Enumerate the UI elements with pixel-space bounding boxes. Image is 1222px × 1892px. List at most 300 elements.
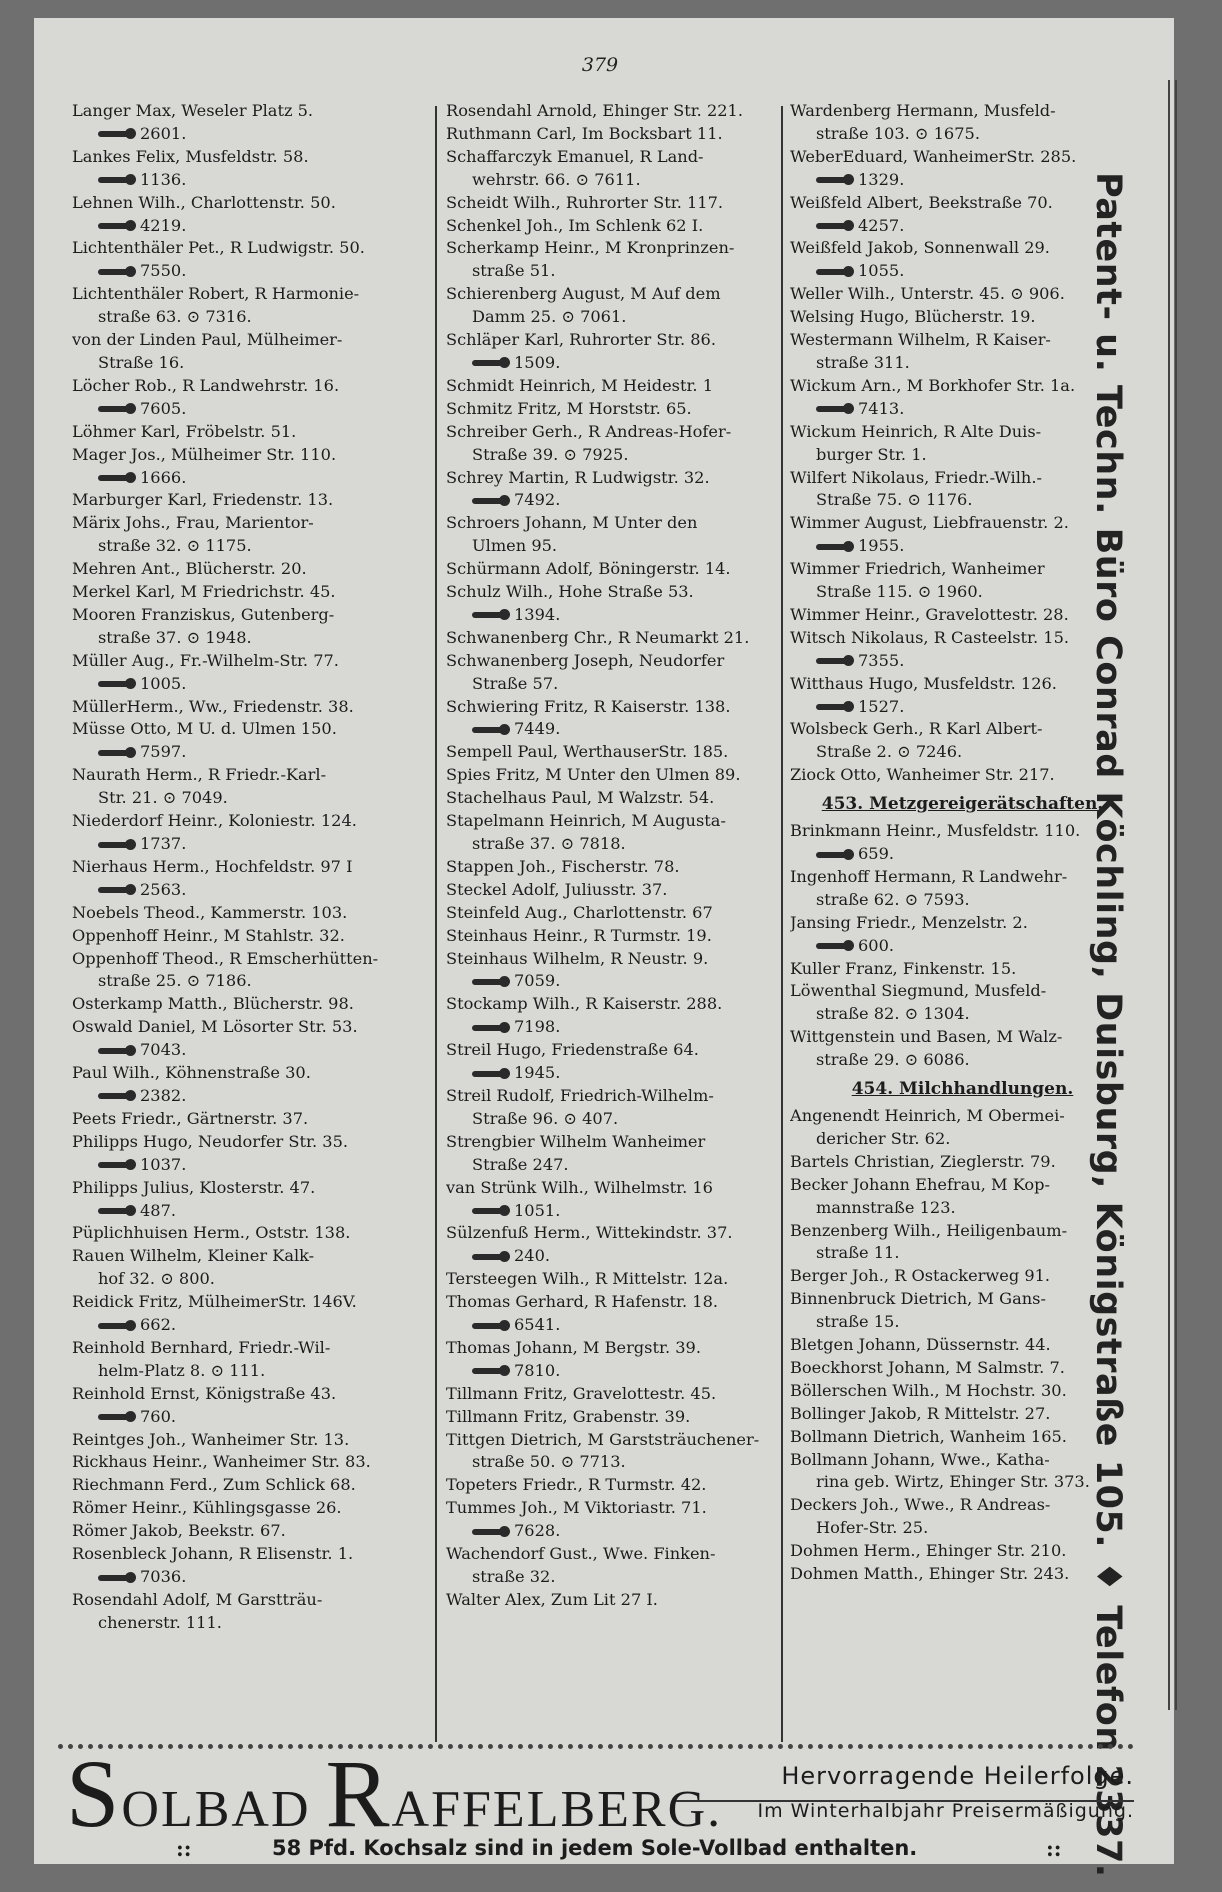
entry-name [790, 1265, 1135, 1288]
entry-continuation [790, 352, 1135, 375]
telephone-key-icon [98, 1093, 132, 1099]
entry-name [72, 993, 432, 1016]
entry-text: Straße 75. ⊙ 1176. [816, 490, 973, 510]
entry-text: Schaffarczyk Emanuel, R Land- [446, 146, 704, 166]
entry-text: Wickum Arn., M Borkhofer Str. 1a. [790, 375, 1076, 395]
entry-text: 1509. [514, 352, 561, 372]
entry-name [72, 1337, 432, 1360]
entry-name [790, 1426, 1135, 1449]
ad-dots-left: :: [176, 1836, 192, 1861]
entry-text: Schwanenberg Chr., R Neumarkt 21. [446, 627, 750, 647]
directory-entry [72, 1429, 432, 1452]
entry-name [446, 925, 788, 948]
telephone-key-icon [472, 1208, 506, 1214]
entry-name [72, 1062, 432, 1085]
directory-entry [72, 764, 432, 810]
entry-name [446, 581, 788, 604]
entry-name [790, 192, 1135, 215]
entry-name [790, 1174, 1135, 1197]
entry-text: straße 62. ⊙ 7593. [816, 889, 970, 909]
telephone-key-icon [816, 704, 850, 710]
entry-name [446, 100, 788, 123]
telephone-key-icon [816, 658, 850, 664]
entry-continuation [72, 1612, 432, 1635]
entry-name [446, 1131, 788, 1154]
telephone-key-icon [98, 1208, 132, 1214]
entry-name [446, 764, 788, 787]
entry-name [446, 192, 788, 215]
entry-name [446, 375, 788, 398]
entry-text: Wimmer Heinr., Gravelottestr. 28. [790, 604, 1069, 624]
entry-name [790, 512, 1135, 535]
entry-name [446, 1543, 788, 1566]
entry-continuation [790, 650, 1135, 673]
directory-entry [72, 421, 432, 444]
entry-text: straße 50. ⊙ 7713. [472, 1452, 626, 1472]
entry-name [790, 1334, 1135, 1357]
entry-text: Walter Alex, Zum Lit 27 I. [446, 1589, 658, 1609]
entry-name [72, 1108, 432, 1131]
entry-continuation [790, 1049, 1135, 1072]
entry-text: Scheidt Wilh., Ruhrorter Str. 117. [446, 192, 724, 212]
entry-text: Bollinger Jakob, R Mittelstr. 27. [790, 1403, 1051, 1423]
entry-text: Schenkel Joh., Im Schlenk 62 I. [446, 215, 704, 235]
directory-column-1 [72, 100, 432, 1635]
telephone-key-icon [98, 223, 132, 229]
directory-entry [446, 1291, 788, 1337]
directory-entry [790, 1426, 1135, 1449]
directory-entry [72, 718, 432, 764]
ad-line-heilerfolge: Hervorragende Heilerfolge. [781, 1762, 1134, 1790]
entry-text: Straße 2. ⊙ 7246. [816, 742, 963, 762]
side-border [1168, 80, 1177, 1710]
entry-text: Reidick Fritz, MülheimerStr. 146V. [72, 1292, 357, 1312]
entry-text: Niederdorf Heinr., Koloniestr. 124. [72, 811, 357, 831]
entry-continuation [72, 879, 432, 902]
directory-entry [790, 512, 1135, 558]
entry-name [446, 283, 788, 306]
entry-name [72, 1520, 432, 1543]
directory-entry [790, 146, 1135, 192]
entry-text: 2382. [140, 1085, 187, 1105]
entry-text: Ulmen 95. [472, 536, 558, 556]
entry-text: Reinhold Ernst, Königstraße 43. [72, 1383, 337, 1403]
directory-entry [790, 1357, 1135, 1380]
entry-text: Schierenberg August, M Auf dem [446, 284, 721, 304]
entry-continuation [72, 787, 432, 810]
entry-name [72, 1474, 432, 1497]
directory-entry [790, 467, 1135, 513]
entry-continuation [446, 970, 788, 993]
entry-text: 1945. [514, 1063, 561, 1083]
directory-entry [446, 993, 788, 1039]
entry-text: 1136. [140, 169, 187, 189]
entry-name [446, 123, 788, 146]
directory-entry [72, 375, 432, 421]
entry-text: 4257. [858, 215, 905, 235]
directory-entry [446, 421, 788, 467]
entry-text: Stappen Joh., Fischerstr. 78. [446, 856, 680, 876]
entry-text: burger Str. 1. [816, 444, 927, 464]
entry-text: Marburger Karl, Friedenstr. 13. [72, 490, 334, 510]
logo-initial-s: S [66, 1740, 122, 1847]
directory-entry [446, 1383, 788, 1406]
entry-name [446, 1268, 788, 1291]
entry-name [790, 375, 1135, 398]
entry-text: Wolsbeck Gerh., R Karl Albert- [790, 719, 1043, 739]
entry-text: Witsch Nikolaus, R Casteelstr. 15. [790, 627, 1070, 647]
section-heading: 453. Metzgereigerätschaften. [821, 794, 1104, 815]
directory-entry [790, 1220, 1135, 1266]
entry-name [446, 1177, 788, 1200]
entry-text: Wachendorf Gust., Wwe. Finken- [446, 1544, 716, 1564]
directory-entry [790, 980, 1135, 1026]
entry-text: MüllerHerm., Ww., Friedenstr. 38. [72, 696, 354, 716]
entry-text: 1737. [140, 834, 187, 853]
telephone-key-icon [472, 1368, 506, 1374]
entry-text: WeberEduard, WanheimerStr. 285. [790, 146, 1077, 166]
entry-name [446, 215, 788, 238]
telephone-key-icon [816, 177, 850, 183]
entry-text: Paul Wilh., Köhnenstraße 30. [72, 1063, 311, 1083]
entry-text: Tersteegen Wilh., R Mittelstr. 12a. [446, 1269, 729, 1289]
entry-text: Ingenhoff Hermann, R Landwehr- [790, 866, 1068, 886]
entry-text: Damm 25. ⊙ 7061. [472, 307, 627, 327]
entry-text: 1394. [514, 604, 561, 624]
entry-text: Löcher Rob., R Landwehrstr. 16. [72, 375, 340, 395]
entry-text: Lichtenthäler Robert, R Harmonie- [72, 284, 360, 304]
entry-text: chenerstr. 111. [98, 1612, 222, 1632]
directory-entry [446, 1474, 788, 1497]
entry-text: straße 51. [472, 261, 556, 281]
directory-entry [790, 718, 1135, 764]
entry-text: 7597. [140, 742, 187, 762]
entry-text: Westermann Wilhelm, R Kaiser- [790, 330, 1051, 350]
directory-entry [72, 1245, 432, 1291]
entry-text: 7628. [514, 1521, 561, 1541]
directory-entry [790, 1563, 1135, 1586]
directory-entry [72, 146, 432, 192]
entry-continuation [790, 935, 1135, 958]
entry-text: 2601. [140, 123, 187, 143]
entry-text: straße 37. ⊙ 1948. [98, 627, 252, 647]
entry-name [72, 1429, 432, 1452]
entry-text: Stachelhaus Paul, M Walzstr. 54. [446, 788, 715, 808]
directory-entry [72, 581, 432, 604]
entry-name [446, 1589, 788, 1612]
entry-text: Rauen Wilhelm, Kleiner Kalk- [72, 1246, 315, 1266]
entry-continuation [72, 673, 432, 696]
entry-text: Schrey Martin, R Ludwigstr. 32. [446, 467, 710, 487]
directory-entry [446, 810, 788, 856]
entry-name [790, 980, 1135, 1003]
entry-text: Wimmer August, Liebfrauenstr. 2. [790, 513, 1069, 533]
directory-entry [790, 1540, 1135, 1563]
entry-continuation [790, 889, 1135, 912]
directory-entry [446, 1222, 788, 1268]
entry-text: Dohmen Herm., Ehinger Str. 210. [790, 1541, 1067, 1561]
entry-name [790, 912, 1135, 935]
entry-text: Straße 96. ⊙ 407. [472, 1108, 619, 1128]
directory-entry [72, 1520, 432, 1543]
entry-name [72, 1222, 432, 1245]
directory-entry [72, 512, 432, 558]
entry-name [72, 1383, 432, 1406]
entry-text: Schmidt Heinrich, M Heidestr. 1 [446, 375, 714, 395]
entry-continuation [446, 1360, 788, 1383]
directory-entry [790, 604, 1135, 627]
entry-text: Jansing Friedr., Menzelstr. 2. [790, 912, 1028, 932]
directory-entry [790, 421, 1135, 467]
entry-continuation [790, 1197, 1135, 1220]
entry-text: Langer Max, Weseler Platz 5. [72, 101, 314, 120]
entry-continuation [72, 1268, 432, 1291]
directory-entry [446, 1429, 788, 1475]
directory-entry [72, 1177, 432, 1223]
entry-name [790, 306, 1135, 329]
entry-text: hof 32. ⊙ 800. [98, 1269, 215, 1289]
entry-text: straße 82. ⊙ 1304. [816, 1004, 970, 1024]
entry-text: Boeckhorst Johann, M Salmstr. 7. [790, 1357, 1065, 1377]
telephone-key-icon [816, 223, 850, 229]
entry-name [72, 1177, 432, 1200]
entry-text: Naurath Herm., R Friedr.-Karl- [72, 765, 327, 785]
directory-entry [790, 329, 1135, 375]
entry-text: Straße 16. [98, 352, 185, 372]
directory-entry [446, 398, 788, 421]
entry-continuation [446, 1314, 788, 1337]
entry-text: van Strünk Wilh., Wilhelmstr. 16 [446, 1177, 713, 1197]
directory-column-3 [790, 100, 1135, 1586]
entry-text: 7550. [140, 261, 187, 281]
entry-text: Spies Fritz, M Unter den Ulmen 89. [446, 765, 741, 785]
entry-name [790, 820, 1135, 843]
entry-continuation [72, 398, 432, 421]
telephone-key-icon [98, 842, 132, 848]
telephone-key-icon [472, 1025, 506, 1031]
entry-continuation [446, 718, 788, 741]
directory-entry [790, 1174, 1135, 1220]
entry-continuation [72, 169, 432, 192]
entry-text: Lichtenthäler Pet., R Ludwigstr. 50. [72, 238, 365, 258]
entry-name [446, 146, 788, 169]
entry-name [72, 237, 432, 260]
telephone-key-icon [98, 1414, 132, 1420]
directory-entry [72, 558, 432, 581]
directory-column-2 [446, 100, 788, 1612]
directory-entry [446, 123, 788, 146]
entry-text: Löwenthal Siegmund, Musfeld- [790, 981, 1047, 1001]
entry-continuation [790, 1242, 1135, 1265]
entry-text: straße 32. [472, 1567, 556, 1586]
entry-continuation [446, 1451, 788, 1474]
directory-entry [72, 696, 432, 719]
entry-continuation [446, 352, 788, 375]
entry-name [446, 1497, 788, 1520]
entry-name [790, 1449, 1135, 1472]
entry-text: Wickum Heinrich, R Alte Duis- [790, 421, 1042, 441]
entry-text: Witthaus Hugo, Musfeldstr. 126. [790, 673, 1057, 693]
directory-entry [72, 856, 432, 902]
entry-text: Mehren Ant., Blücherstr. 20. [72, 559, 307, 579]
entry-name [446, 787, 788, 810]
entry-name [446, 810, 788, 833]
entry-text: Straße 39. ⊙ 7925. [472, 444, 629, 464]
entry-text: Merkel Karl, M Friedrichstr. 45. [72, 582, 336, 602]
entry-continuation [446, 1200, 788, 1223]
entry-continuation [72, 970, 432, 993]
entry-text: Bollmann Dietrich, Wanheim 165. [790, 1426, 1067, 1446]
entry-name [72, 925, 432, 948]
directory-entry [72, 1108, 432, 1131]
logo-word-1: OLBAD [121, 1781, 311, 1838]
entry-continuation [72, 627, 432, 650]
directory-entry [446, 1177, 788, 1223]
telephone-key-icon [98, 1048, 132, 1054]
entry-text: Lehnen Wilh., Charlottenstr. 50. [72, 192, 336, 212]
entry-text: rina geb. Wirtz, Ehinger Str. 373. [816, 1472, 1090, 1492]
entry-name [790, 1563, 1135, 1586]
entry-text: Scherkamp Heinr., M Kronprinzen- [446, 238, 735, 258]
entry-name [72, 512, 432, 535]
entry-name [72, 856, 432, 879]
entry-name [790, 1540, 1135, 1563]
directory-entry [790, 912, 1135, 958]
entry-name [72, 1291, 432, 1314]
directory-entry [790, 1288, 1135, 1334]
directory-entry [790, 1026, 1135, 1072]
directory-entry [446, 100, 788, 123]
entry-text: Tillmann Fritz, Gravelottestr. 45. [446, 1383, 717, 1403]
entry-text: Noebels Theod., Kammerstr. 103. [72, 902, 348, 922]
directory-entry [446, 467, 788, 513]
entry-continuation [790, 696, 1135, 719]
entry-text: straße 15. [816, 1312, 900, 1332]
directory-entry [790, 237, 1135, 283]
directory-entry [790, 1494, 1135, 1540]
entry-text: 7605. [140, 398, 187, 418]
entry-name [790, 1220, 1135, 1243]
entry-text: Ziock Otto, Wanheimer Str. 217. [790, 765, 1055, 785]
directory-entry [72, 810, 432, 856]
telephone-key-icon [472, 1529, 506, 1535]
directory-entry [446, 1085, 788, 1131]
entry-name [446, 993, 788, 1016]
entry-continuation [446, 833, 788, 856]
directory-entry [446, 283, 788, 329]
entry-name [790, 146, 1135, 169]
side-advertisement: Patent- u. Techn. Büro Conrad Köchling, Duisburg, Königstraße 105. ♦ Telefon 2337. [1088, 172, 1128, 1878]
directory-entry [446, 925, 788, 948]
entry-text: Philipps Julius, Klosterstr. 47. [72, 1177, 316, 1197]
entry-name [72, 810, 432, 833]
directory-entry [790, 1105, 1135, 1151]
solbad-logo [66, 1740, 723, 1847]
entry-text: 1666. [140, 467, 187, 487]
entry-text: Kuller Franz, Finkenstr. 15. [790, 958, 1017, 978]
entry-text: Benzenberg Wilh., Heiligenbaum- [790, 1220, 1068, 1240]
entry-text: Wardenberg Hermann, Musfeld- [790, 101, 1056, 120]
directory-entry [446, 741, 788, 764]
entry-text: Märix Johs., Frau, Marientor- [72, 513, 314, 533]
entry-continuation [446, 169, 788, 192]
entry-text: 7043. [140, 1040, 187, 1060]
entry-name [446, 902, 788, 925]
telephone-key-icon [472, 498, 506, 504]
entry-name [446, 1474, 788, 1497]
entry-text: 7355. [858, 650, 905, 670]
entry-name [72, 100, 432, 123]
entry-text: Brinkmann Heinr., Musfeldstr. 110. [790, 821, 1081, 841]
entry-name [72, 146, 432, 169]
entry-text: Müller Aug., Fr.-Wilhelm-Str. 77. [72, 650, 339, 670]
entry-name [790, 1357, 1135, 1380]
entry-text: Oswald Daniel, M Lösorter Str. 53. [72, 1017, 358, 1037]
directory-entry [72, 489, 432, 512]
directory-entry [72, 993, 432, 1016]
entry-name [72, 1589, 432, 1612]
directory-entry [790, 958, 1135, 981]
telephone-key-icon [98, 750, 132, 756]
entry-text: straße 29. ⊙ 6086. [816, 1050, 970, 1070]
entry-text: Oppenhoff Heinr., M Stahlstr. 32. [72, 925, 345, 945]
entry-continuation [446, 673, 788, 696]
entry-continuation [446, 1016, 788, 1039]
entry-name [790, 1494, 1135, 1517]
entry-text: Dohmen Matth., Ehinger Str. 243. [790, 1564, 1070, 1584]
entry-continuation [790, 489, 1135, 512]
entry-name [446, 1383, 788, 1406]
entry-name [72, 283, 432, 306]
directory-entry [790, 866, 1135, 912]
entry-name [790, 1380, 1135, 1403]
telephone-key-icon [472, 612, 506, 618]
entry-name [790, 421, 1135, 444]
directory-entry [446, 650, 788, 696]
entry-name [790, 1288, 1135, 1311]
directory-entry [790, 1403, 1135, 1426]
entry-text: 662. [140, 1315, 177, 1335]
directory-entry [72, 1383, 432, 1429]
directory-entry [446, 696, 788, 742]
entry-text: Mager Jos., Mülheimer Str. 110. [72, 444, 337, 464]
entry-continuation [72, 1314, 432, 1337]
telephone-key-icon [816, 269, 850, 275]
entry-text: straße 32. ⊙ 1175. [98, 536, 252, 556]
entry-text: Schroers Johann, M Unter den [446, 513, 698, 533]
directory-entry [72, 192, 432, 238]
entry-text: 7413. [858, 398, 905, 418]
directory-entry [446, 787, 788, 810]
logo-initial-r: R [325, 1740, 392, 1847]
entry-text: Sempell Paul, WerthauserStr. 185. [446, 742, 729, 762]
entry-text: Topeters Friedr., R Turmstr. 42. [446, 1475, 707, 1495]
entry-name [72, 1451, 432, 1474]
entry-name [72, 558, 432, 581]
entry-text: Straße 247. [472, 1154, 569, 1174]
entry-text: 760. [140, 1406, 177, 1426]
logo-word-2: AFFELBERG. [391, 1781, 723, 1838]
directory-entry [790, 764, 1135, 787]
entry-text: 7492. [514, 490, 561, 510]
entry-text: 7036. [140, 1567, 187, 1586]
entry-text: Steinfeld Aug., Charlottenstr. 67 [446, 902, 713, 922]
entry-text: Schläper Karl, Ruhrorter Str. 86. [446, 330, 717, 350]
entry-text: Streil Hugo, Friedenstraße 64. [446, 1040, 699, 1060]
directory-entry [72, 902, 432, 925]
entry-continuation [72, 1200, 432, 1223]
entry-text: Schürmann Adolf, Böningerstr. 14. [446, 559, 731, 579]
